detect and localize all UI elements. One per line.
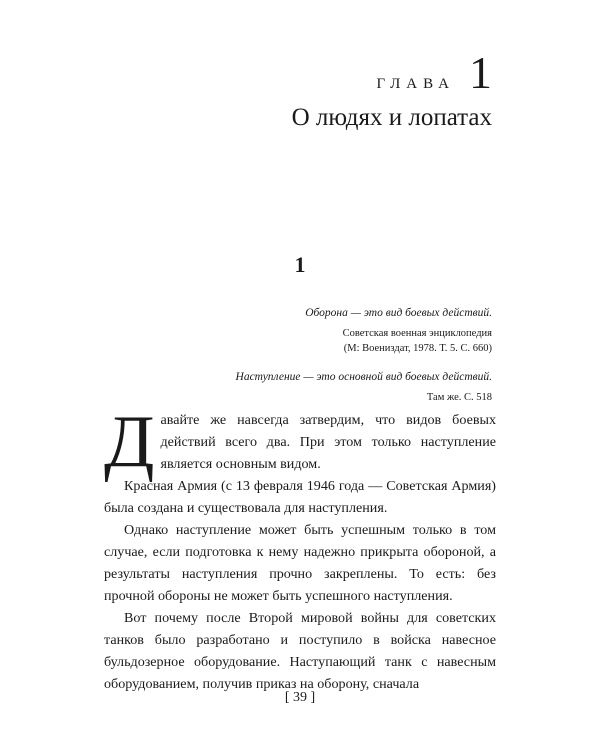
epigraph-quote: Оборона — это вид боевых действий.	[305, 307, 492, 319]
paragraph	[104, 401, 496, 483]
paragraph: Красная Армия (с 13 февраля 1946 года — Советская Армия) была создана и существовала для наступления.	[104, 478, 496, 516]
paragraph: Однако наступление может быть успешным только в том случае, если подготовка к нему надежно прикрыта обороной, а результаты наступления прочно закреплены. То есть: без прочной обороны не может быть успешного наступления.	[104, 522, 496, 604]
epigraph-source	[192, 326, 492, 356]
epigraph-source-line: Там же. С. 518	[426, 392, 492, 403]
epigraph-quote: Наступление — это основной вид боевых действий.	[235, 371, 492, 383]
chapter-label: ГЛАВА	[376, 76, 455, 92]
epigraph	[192, 369, 492, 405]
chapter-number: 1	[469, 47, 492, 98]
body-text	[104, 401, 496, 695]
drop-cap: Д	[104, 401, 155, 483]
epigraph	[192, 305, 492, 356]
epigraph-source-line: (М: Воениздат, 1978. Т. 5. С. 660)	[343, 343, 492, 354]
paragraph-text: авайте же навсегда затвердим, что видов боевых действий всего два. При этом только наступление является основным видом.	[160, 412, 496, 472]
epigraphs	[192, 305, 492, 405]
paragraph: Вот почему после Второй мировой войны для советских танков было разработано и поступило в войска навесное бульдозерное оборудование. Наступающий танк с навесным оборудованием, получив приказ на оборону, сначала	[104, 610, 496, 692]
epigraph-source-line: Советская военная энциклопедия	[342, 328, 492, 339]
section-number: 1	[294, 252, 306, 277]
chapter-title: О людях и лопатах	[291, 104, 492, 131]
epigraph-source	[192, 390, 492, 405]
chapter-heading	[376, 47, 492, 98]
page-number: [ 39 ]	[284, 690, 316, 705]
